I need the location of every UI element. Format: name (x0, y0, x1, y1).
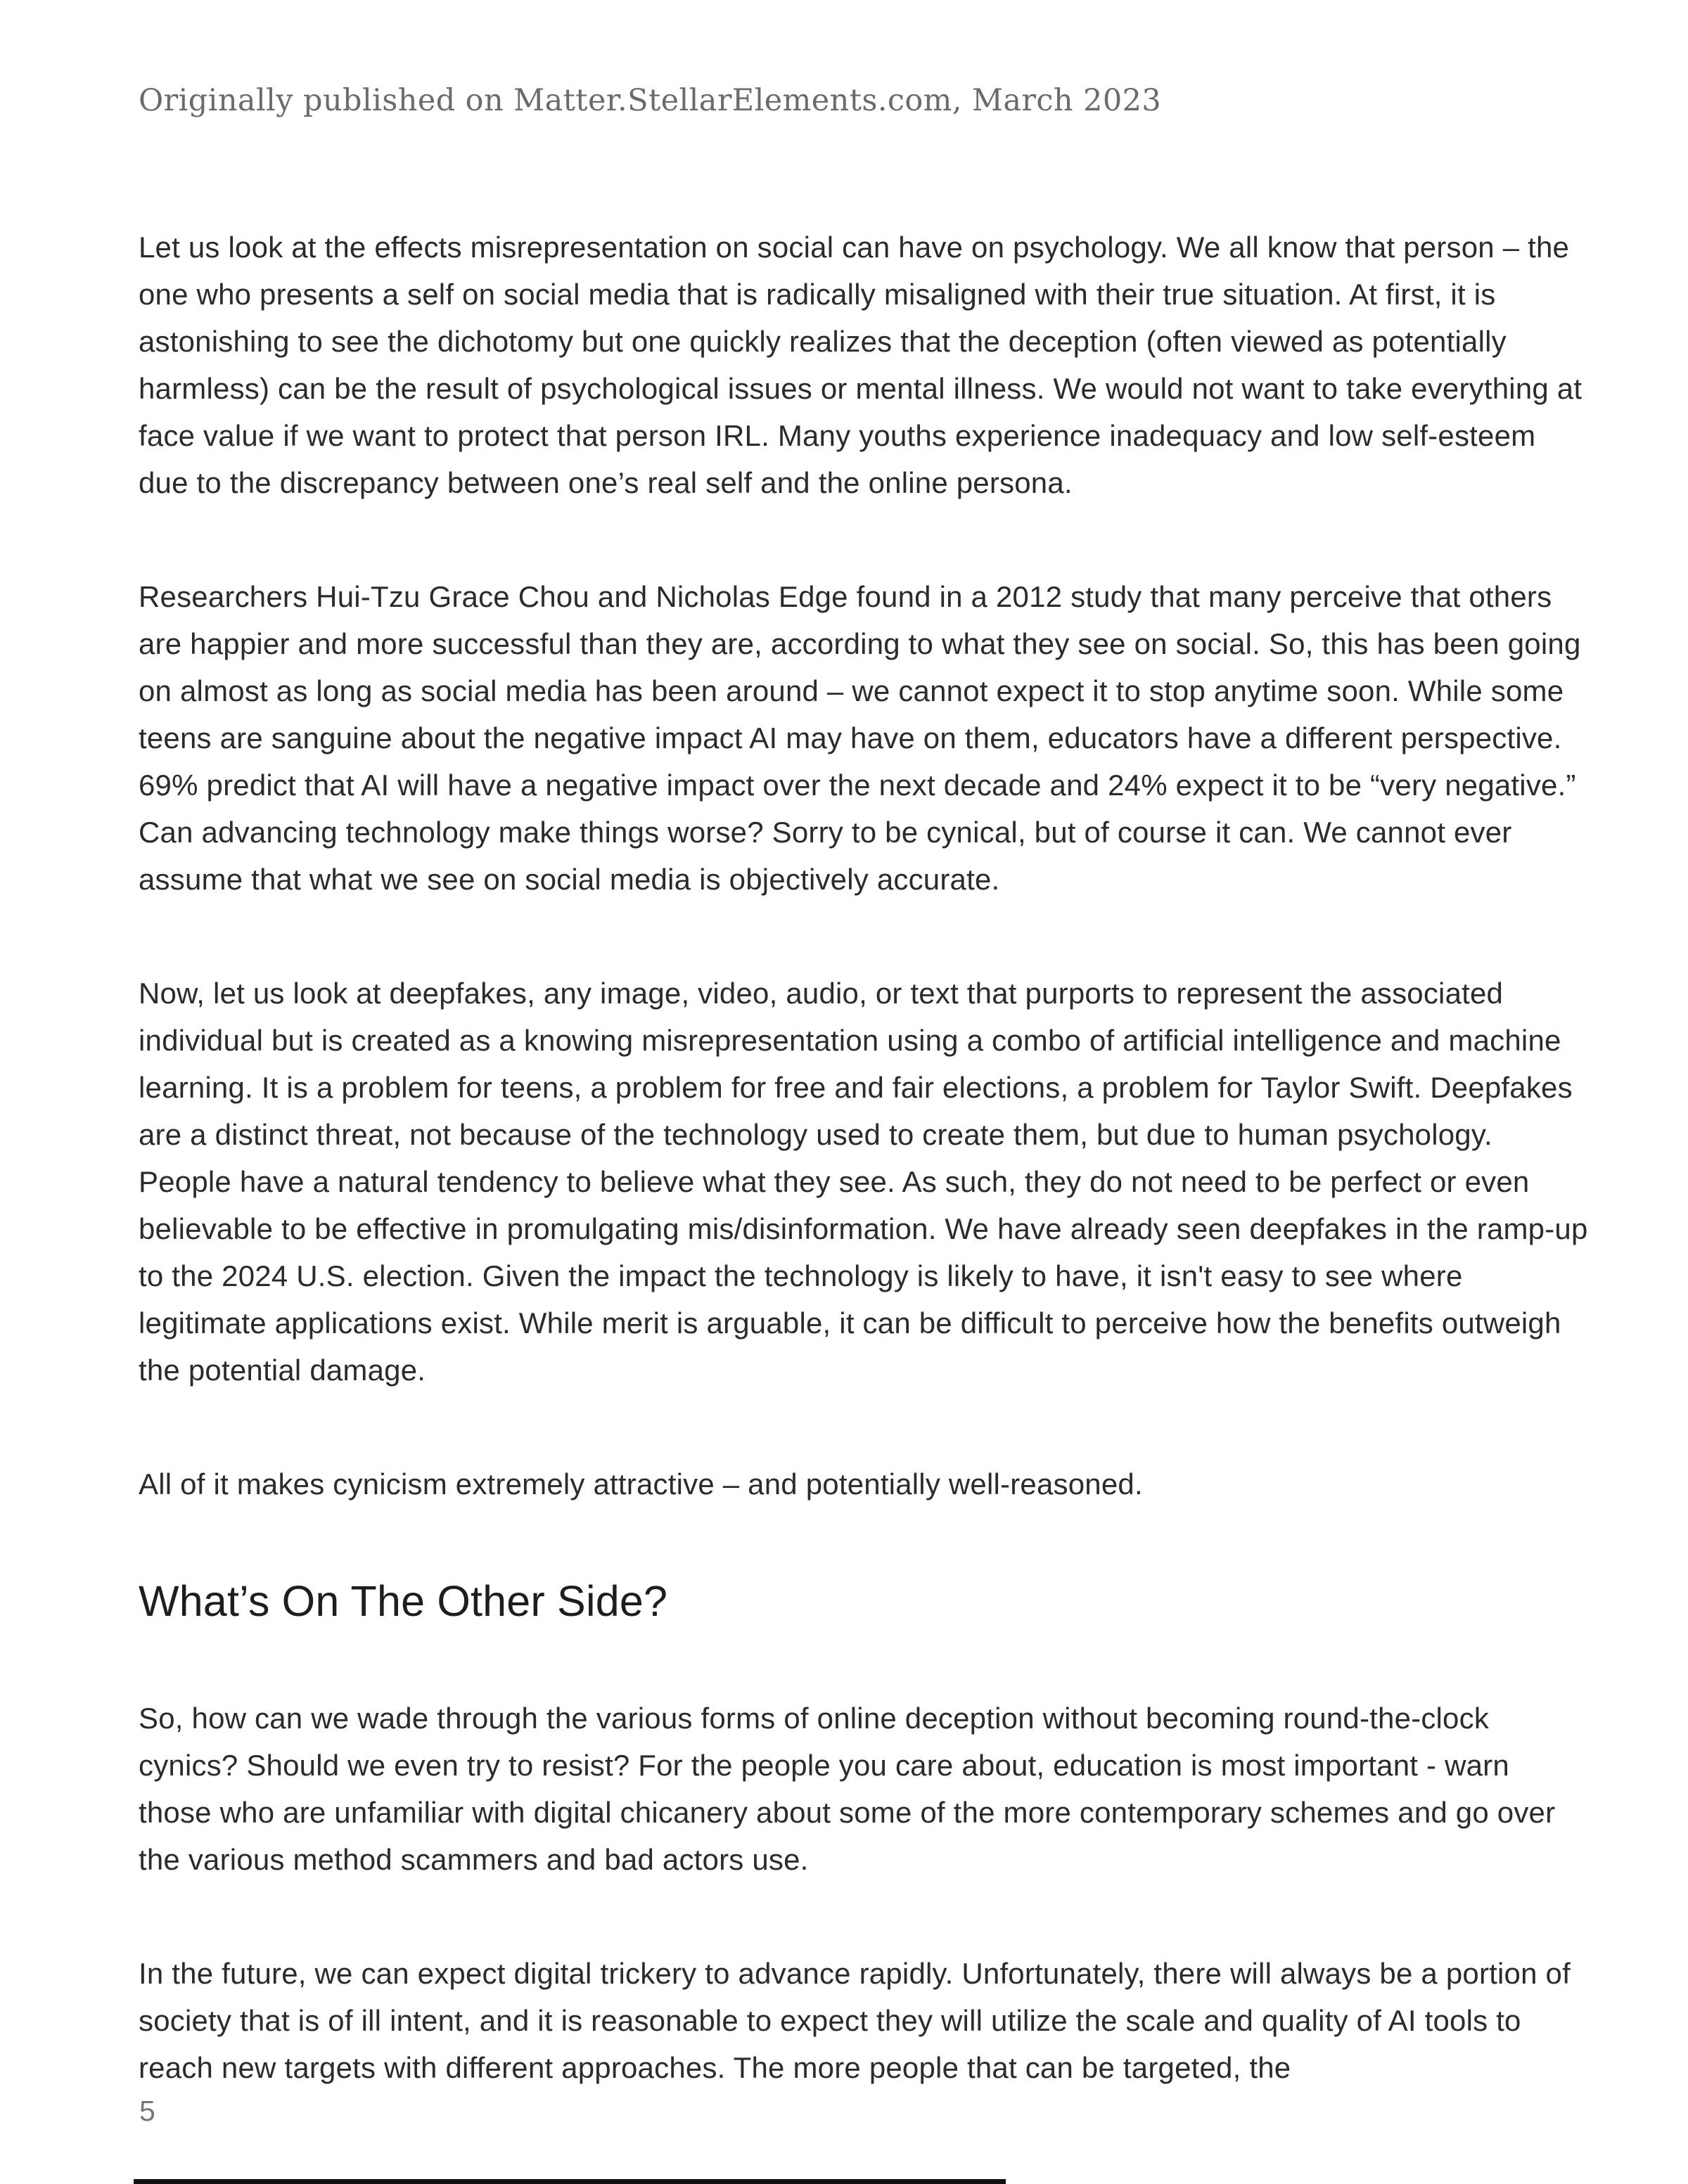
paragraph-deepfakes: Now, let us look at deepfakes, any image, video, audio, or text that purports to represent the associated individual but is created as a knowing misrepresentation using a combo of artificial intelligence and machine learning. It is a problem for teens, a problem for free and fair elections, a problem for Taylor Swift. Deepfakes are a distinct threat, not because of the technology used to create them, but due to human psychology. People have a natural tendency to believe what they see. As such, they do not need to be perfect or even believable to be effective in promulgating mis/disinformation. We have already seen deepfakes in the ramp-up to the 2024 U.S. election. Given the impact the technology is likely to have, it isn't easy to see where legitimate applications exist. While merit is arguable, it can be difficult to perceive how the benefits outweigh the potential damage. (139, 977, 1588, 1387)
section-heading: What’s On The Other Side? (139, 1577, 668, 1625)
paragraph-future-trickery: In the future, we can expect digital trickery to advance rapidly. Unfortunately, there will always be a portion of society that is of ill intent, and it is reasonable to expect they will utilize the scale and quality of AI tools to reach new targets with different approaches. The more people that can be targeted, the (139, 1957, 1571, 2084)
publication-note: Originally published on Matter.StellarElements.com, March 2023 (139, 83, 1162, 118)
paragraph-education: So, how can we wade through the various forms of online deception without becoming round-the-clock cynics? Should we even try to resist? For the people you care about, education is most important - warn those who are unfamiliar with digital chicanery about some of the more contemporary schemes and go over the various method scammers and bad actors use. (139, 1702, 1556, 1876)
page-number: 5 (139, 2095, 155, 2127)
next-page-top-edge (134, 2179, 1006, 2184)
article-body (139, 224, 1589, 2158)
paragraph-social-psychology: Let us look at the effects misrepresentation on social can have on psychology. We all know that person – the one who presents a self on social media that is radically misaligned with their true situation. At first, it is astonishing to see the dichotomy but one quickly realizes that the deception (often viewed as potentially harmless) can be the result of psychological issues or mental illness. We would not want to take everything at face value if we want to protect that person IRL. Many youths experience inadequacy and low self-esteem due to the discrepancy between one’s real self and the online persona. (139, 231, 1582, 499)
paragraph-cynicism: All of it makes cynicism extremely attractive – and potentially well-reasoned. (139, 1467, 1143, 1501)
paragraph-chou-edge-study: Researchers Hui-Tzu Grace Chou and Nicholas Edge found in a 2012 study that many perceive that others are happier and more successful than they are, according to what they see on social. So, this has been going on almost as long as social media has been around – we cannot expect it to stop anytime soon. While some teens are sanguine about the negative impact AI may have on them, educators have a different perspective. 69% predict that AI will have a negative impact over the next decade and 24% expect it to be “very negative.” Can advancing technology make things worse? Sorry to be cynical, but of course it can. We cannot ever assume that what we see on social media is objectively accurate. (139, 580, 1581, 896)
